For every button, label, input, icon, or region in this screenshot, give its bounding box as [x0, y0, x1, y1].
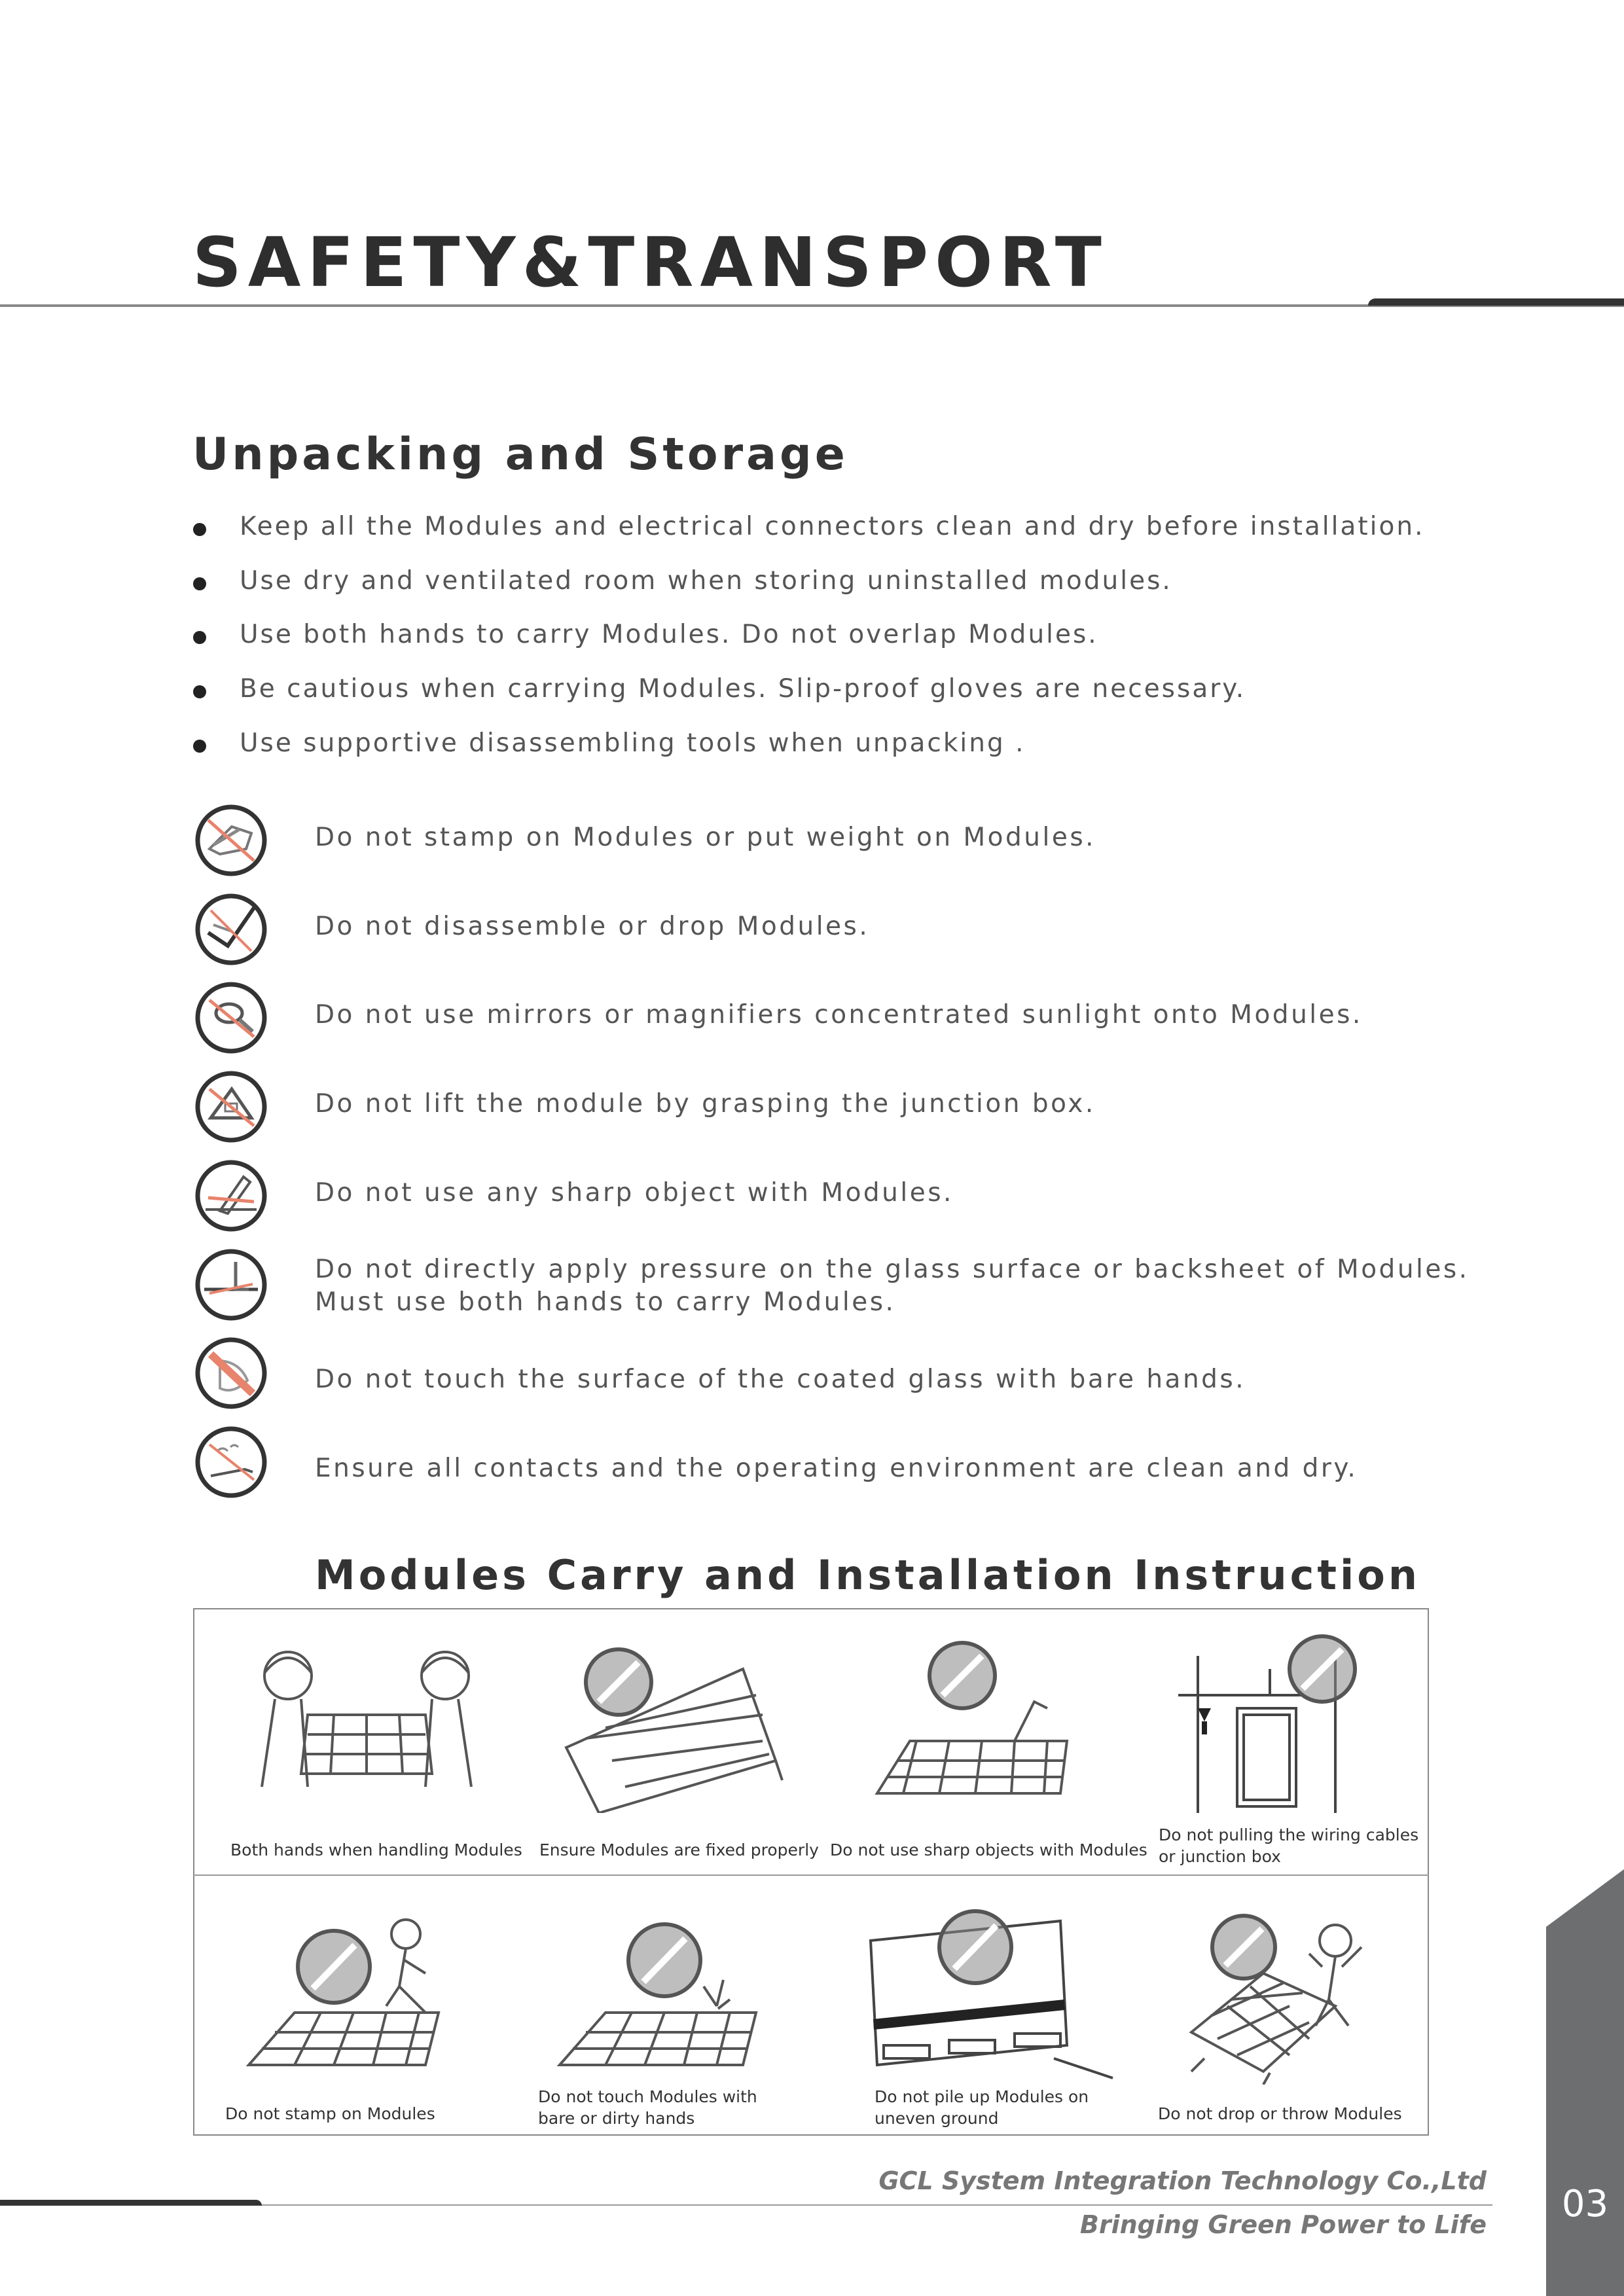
dirty-hands-module-icon	[547, 1901, 808, 2085]
no-stamping-icon	[194, 803, 268, 878]
bullet-dot	[193, 577, 206, 590]
no-sharp-object-icon	[194, 1158, 268, 1233]
section-heading-instructions: Modules Carry and Installation Instruction	[315, 1551, 1421, 1599]
header-divider-accent	[1368, 298, 1624, 306]
page-title: SAFETY&TRANSPORT	[192, 223, 1108, 302]
bullet-dot	[193, 740, 206, 753]
bullet-text: Use supportive disassembling tools when unpacking .	[240, 728, 1026, 758]
bullet-dot	[193, 631, 206, 644]
safety-item-text: Do not touch the surface of the coated glass with bare hands.	[315, 1365, 1246, 1394]
no-lift-junction-box-icon	[194, 1069, 268, 1144]
no-disassemble-icon	[194, 892, 268, 967]
instruction-caption: or junction box	[1159, 1847, 1281, 1866]
instruction-caption: Do not pulling the wiring cables	[1159, 1825, 1419, 1844]
safety-item-text: Do not directly apply pressure on the glass surface or backsheet of Modules.	[315, 1255, 1470, 1284]
page-number: 03	[1561, 2183, 1609, 2225]
safety-item-text: Do not use any sharp object with Modules.	[315, 1178, 954, 1208]
instruction-caption: Both hands when handling Modules	[230, 1840, 522, 1859]
instruction-caption: Ensure Modules are fixed properly	[539, 1840, 819, 1859]
bullet-dot	[193, 523, 206, 536]
no-magnifier-icon	[194, 980, 268, 1055]
safety-item-text: Do not lift the module by grasping the junction box.	[315, 1089, 1096, 1119]
sharp-object-module-icon	[857, 1636, 1119, 1820]
instruction-caption: Do not drop or throw Modules	[1158, 2104, 1402, 2123]
safety-item-text: Must use both hands to carry Modules.	[315, 1287, 896, 1317]
instruction-caption: Do not touch Modules with	[538, 2087, 757, 2106]
drop-module-icon	[1178, 1901, 1440, 2085]
footer-divider-accent	[0, 2200, 262, 2206]
bullet-text: Use both hands to carry Modules. Do not overlap Modules.	[240, 620, 1098, 649]
company-slogan: Bringing Green Power to Life	[1079, 2210, 1487, 2239]
page-number-tab	[1546, 1869, 1624, 2296]
section-heading-unpacking: Unpacking and Storage	[192, 429, 848, 480]
bullet-text: Keep all the Modules and electrical connectors clean and dry before installation.	[240, 512, 1425, 541]
bullet-dot	[193, 685, 206, 698]
bullet-text: Be cautious when carrying Modules. Slip-proof gloves are necessary.	[240, 674, 1246, 704]
instruction-caption: Do not pile up Modules on	[875, 2087, 1089, 2106]
company-name: GCL System Integration Technology Co.,Ltd	[878, 2166, 1487, 2195]
safety-item-text: Do not disassemble or drop Modules.	[315, 912, 870, 941]
instruction-caption: Do not use sharp objects with Modules	[830, 1840, 1147, 1859]
no-pressure-icon	[194, 1247, 268, 1322]
safety-item-text: Do not stamp on Modules or put weight on Modules.	[315, 823, 1096, 852]
instruction-grid-divider	[193, 1874, 1429, 1876]
safety-item-text: Ensure all contacts and the operating environment are clean and dry.	[315, 1454, 1358, 1483]
no-bare-hands-icon	[194, 1336, 268, 1410]
wiring-cable-icon	[1172, 1630, 1434, 1813]
fixed-module-icon	[547, 1630, 808, 1813]
stamp-module-icon	[236, 1901, 497, 2085]
two-workers-carrying-icon	[236, 1636, 497, 1820]
bullet-text: Use dry and ventilated room when storing uninstalled modules.	[240, 566, 1172, 596]
instruction-caption: Do not stamp on Modules	[225, 2104, 435, 2123]
pile-up-modules-icon	[864, 1901, 1126, 2085]
instruction-caption: bare or dirty hands	[538, 2109, 695, 2128]
clean-dry-contacts-icon	[194, 1425, 268, 1499]
safety-item-text: Do not use mirrors or magnifiers concentrated sunlight onto Modules.	[315, 1000, 1363, 1030]
instruction-caption: uneven ground	[875, 2109, 999, 2128]
